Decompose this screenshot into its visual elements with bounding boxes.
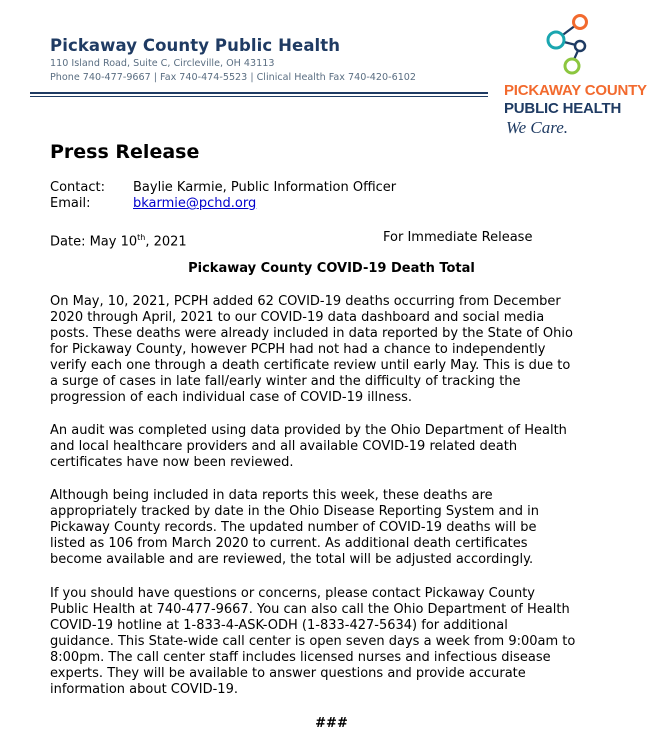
paragraph-line: and local healthcare providers and all available COVID-19 related death	[50, 439, 518, 454]
paragraph-line: posts. These deaths were already included in data reported by the State of Ohio	[50, 326, 573, 341]
contact-label: Contact:	[50, 180, 105, 195]
paragraph-line: a surge of cases in late fall/early winter and the difficulty of tracking the	[50, 374, 521, 389]
org-name: Pickaway County Public Health	[50, 36, 341, 55]
paragraph-2	[50, 423, 610, 471]
header-rule-thick	[30, 92, 488, 94]
paragraph-3	[50, 488, 610, 568]
paragraph-line: If you should have questions or concerns, please contact Pickaway County	[50, 586, 535, 601]
release-type: For Immediate Release	[383, 230, 533, 245]
paragraph-4	[50, 586, 610, 698]
paragraph-line: An audit was completed using data provided by the Ohio Department of Health	[50, 423, 567, 438]
logo-tagline: We Care.	[506, 118, 569, 137]
paragraph-line: 2020 through April, 2021 to our COVID-19 data dashboard and social media	[50, 310, 545, 325]
paragraph-line: Although being included in data reports this week, these deaths are	[50, 488, 493, 503]
org-address: 110 Island Road, Suite C, Circleville, OH 43113	[50, 58, 275, 69]
paragraph-line: COVID-19 hotline at 1-833-4-ASK-ODH (1-833-427-5634) for additional	[50, 618, 508, 633]
paragraph-1	[50, 294, 610, 406]
paragraph-line: experts. They will be available to answer questions and provide accurate	[50, 666, 526, 681]
logo-text-county: PICKAWAY COUNTY	[504, 82, 647, 99]
email-label: Email:	[50, 196, 91, 211]
paragraph-line: progression of each individual case of COVID-19 illness.	[50, 390, 413, 405]
paragraph-line: appropriately tracked by date in the Ohio Disease Reporting System and in	[50, 504, 539, 519]
contact-value: Baylie Karmie, Public Information Officer	[133, 180, 397, 195]
header-rule-thin	[30, 96, 488, 97]
network-nodes-icon	[536, 12, 602, 78]
pickaway-logo	[500, 12, 660, 142]
paragraph-line: certificates have now been reviewed.	[50, 455, 294, 470]
email-link-wrapper	[133, 196, 256, 212]
document-title: Press Release	[50, 141, 200, 163]
paragraph-line: On May, 10, 2021, PCPH added 62 COVID-19 deaths occurring from December	[50, 294, 561, 309]
paragraph-line: 8:00pm. The call center staff includes licensed nurses and infectious disease	[50, 650, 551, 665]
logo-text-public-health: PUBLIC HEALTH	[504, 100, 622, 117]
org-phone-numbers: Phone 740-477-9667 | Fax 740-474-5523 | Clinical Health Fax 740-420-6102	[50, 72, 416, 83]
headline: Pickaway County COVID-19 Death Total	[188, 261, 475, 276]
date-suffix: , 2021	[145, 234, 187, 250]
end-mark: ###	[315, 716, 348, 731]
paragraph-line: verify each one through a death certificate review until early May. This is due to	[50, 358, 571, 373]
paragraph-line: become available and are reviewed, the total will be adjusted accordingly.	[50, 552, 534, 567]
paragraph-line: for Pickaway County, however PCPH had not had a chance to independently	[50, 342, 546, 357]
paragraph-line: Public Health at 740-477-9667. You can also call the Ohio Department of Health	[50, 602, 570, 617]
paragraph-line: Pickaway County records. The updated number of COVID-19 deaths will be	[50, 520, 537, 535]
paragraph-line: information about COVID-19.	[50, 682, 238, 697]
paragraph-line: guidance. This State-wide call center is open seven days a week from 9:00am to	[50, 634, 576, 649]
date-superscript: th	[137, 233, 146, 242]
date-prefix: Date: May 10	[50, 234, 138, 250]
release-date	[50, 230, 187, 250]
paragraph-line: listed as 106 from March 2020 to current. As additional death certificates	[50, 536, 528, 551]
email-link[interactable]: bkarmie@pchd.org	[133, 196, 257, 211]
